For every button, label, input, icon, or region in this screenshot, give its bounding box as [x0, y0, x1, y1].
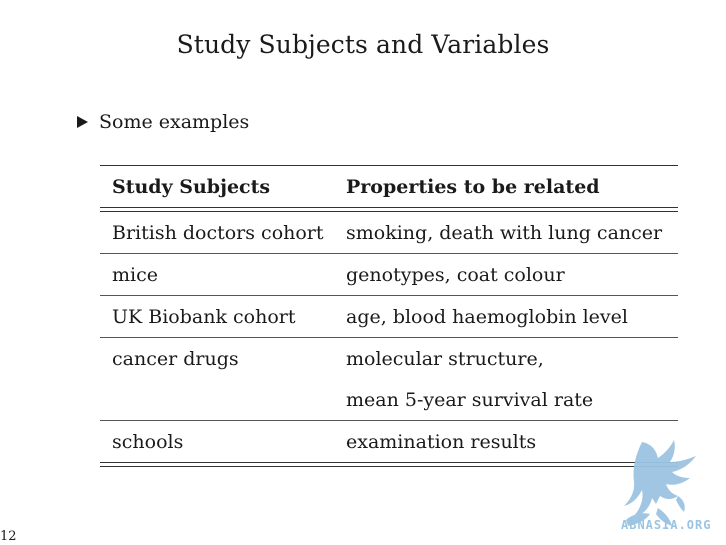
triangle-bullet-icon [77, 116, 88, 128]
cell-properties: examination results [346, 430, 537, 453]
cell-properties: smoking, death with lung cancer [334, 212, 678, 254]
cell-properties: genotypes, coat colour [334, 254, 678, 296]
table-row [100, 212, 678, 254]
slide-title: Study Subjects and Variables [176, 30, 550, 59]
table-bottom-rule [100, 462, 678, 467]
examples-table [100, 165, 678, 467]
header-study-subjects: Study Subjects [112, 175, 271, 198]
cell-subject: UK Biobank cohort [100, 296, 334, 338]
cell-subject: British doctors cohort [100, 212, 334, 254]
table-row [100, 254, 678, 296]
header-properties: Properties to be related [346, 175, 600, 198]
cell-properties: age, blood haemoglobin level [334, 296, 678, 338]
table-row [100, 338, 678, 380]
table-row [100, 379, 678, 421]
watermark-text: ABNASIA.ORG [621, 518, 712, 532]
bullet-item [77, 111, 249, 133]
cell-subject [100, 379, 334, 421]
cell-subject: schools [112, 430, 184, 453]
cell-properties: mean 5-year survival rate [334, 379, 678, 421]
table-row [100, 421, 678, 463]
bullet-text: Some examples [99, 111, 250, 133]
cell-subject: mice [100, 254, 334, 296]
page-number: 12 [0, 529, 17, 544]
cell-subject: cancer drugs [112, 347, 239, 370]
table-row [100, 296, 678, 338]
cell-properties: molecular structure, [346, 347, 544, 370]
